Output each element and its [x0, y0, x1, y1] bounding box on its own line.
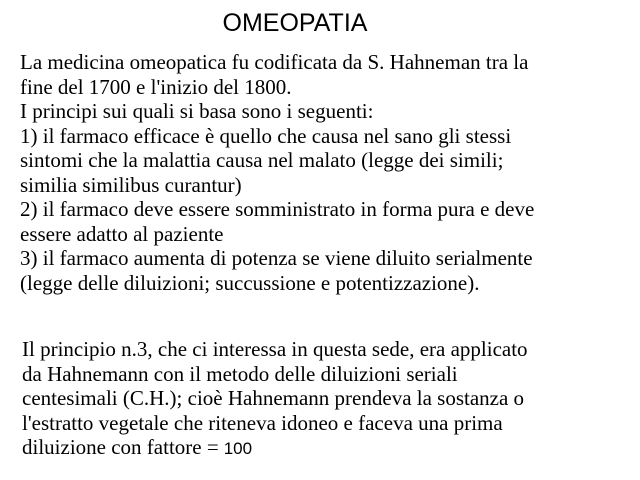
principle-2-line: essere adatto al paziente: [20, 221, 224, 246]
text-line: centesimali (C.H.); cioè Hahnemann prendeva la sostanza o: [22, 386, 525, 410]
principle-1-line: sintomi che la malattia causa nel malato (legge dei simili;: [20, 148, 504, 172]
text-line: [22, 435, 528, 462]
dilution-paragraph: [22, 337, 528, 462]
text-line: da Hahnemann con il metodo delle diluizioni seriali: [22, 361, 458, 386]
principle-2-line: 2) il farmaco deve essere somministrato in forma pura e deve: [20, 197, 535, 221]
text-line: Il principio n.3, che ci interessa in questa sede, era applicato: [22, 337, 528, 361]
dilution-factor: 100: [223, 439, 253, 458]
principle-3-line: (legge delle diluizioni; succussione e potentizzazione).: [20, 270, 480, 295]
text-line: La medicina omeopatica fu codificata da S. Hahneman tra la: [20, 50, 529, 74]
page-title: OMEOPATIA: [222, 9, 368, 37]
text-line: I principi sui quali si basa sono i seguenti:: [20, 99, 374, 123]
text-line: l'estratto vegetale che riteneva idoneo e faceva una prima: [22, 410, 503, 435]
principle-1-line: similia similibus curantur): [20, 172, 242, 197]
dilution-text: diluizione con fattore =: [22, 435, 219, 459]
principle-1-line: 1) il farmaco efficace è quello che causa nel sano gli stessi: [20, 123, 512, 148]
principle-3-line: 3) il farmaco aumenta di potenza se viene diluito serialmente: [20, 246, 533, 270]
intro-paragraph: [20, 50, 534, 295]
text-line: fine del 1700 e l'inizio del 1800.: [20, 74, 292, 99]
